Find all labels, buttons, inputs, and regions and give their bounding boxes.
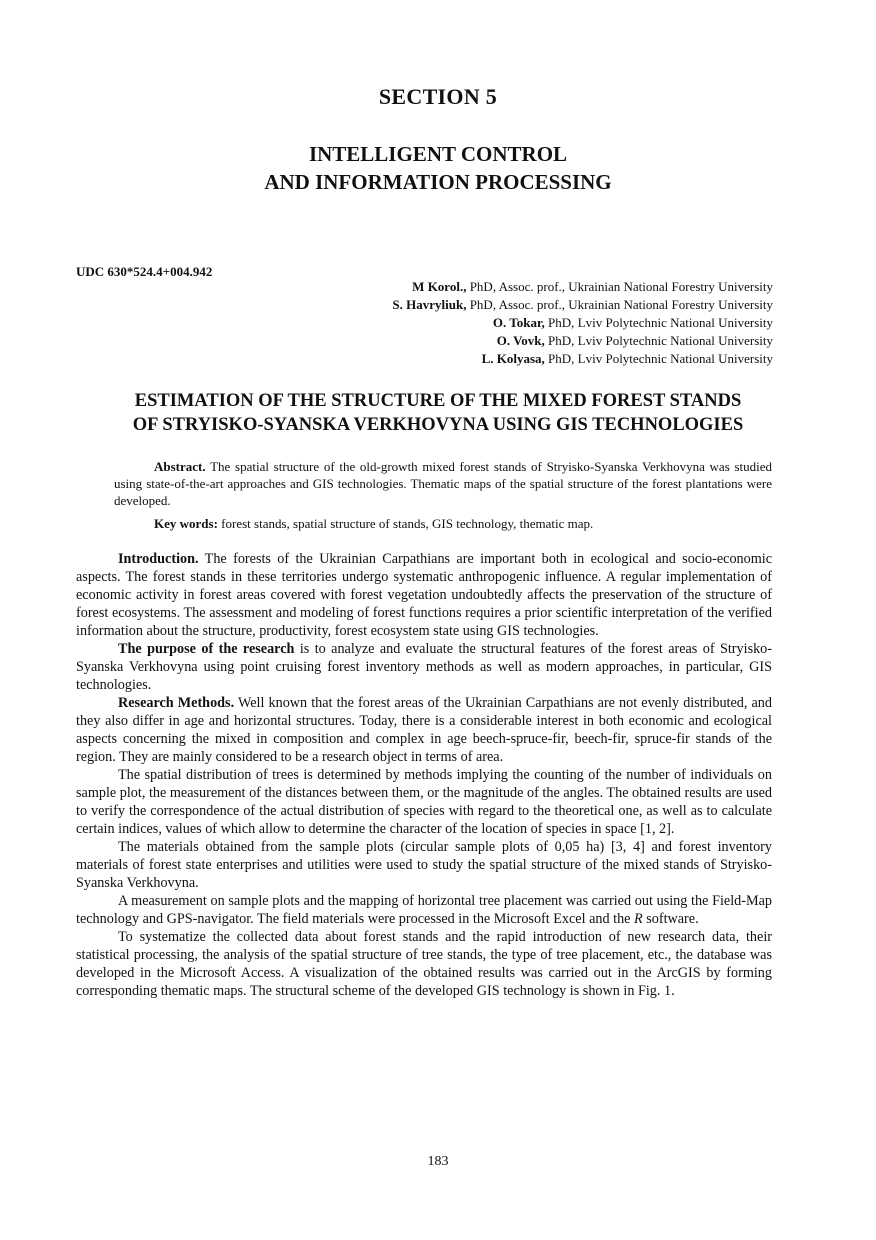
section-heading-line-2: AND INFORMATION PROCESSING (264, 170, 612, 194)
author-name: M Korol., (412, 279, 467, 294)
author-name: L. Kolyasa, (481, 351, 545, 366)
author-name: O. Vovk, (496, 333, 545, 348)
abstract-paragraph (114, 458, 772, 509)
spatial-distribution-paragraph: The spatial distribution of trees is determined by methods implying the counting of the number of individuals on sample plot, the measurement of the distances between them, or the magnitude of the angles. The obtained results are used to verify the correspondence of the actual distribution of species with regard to the theoretical one, as well as to calculate certain indices, values of which allow to determine the character of the location of species in space [1, 2]. (76, 767, 772, 837)
author-affiliation: PhD, Lviv Polytechnic National University (548, 351, 773, 366)
paper-title-line-1: ESTIMATION OF THE STRUCTURE OF THE MIXED FOREST STANDS (134, 391, 742, 411)
section-heading (0, 140, 876, 196)
author-list (392, 278, 773, 368)
systematize-paragraph: To systematize the collected data about forest stands and the rapid introduction of new research data, their statistical processing, the analysis of the spatial structure of tree stands, the type of tree placement, etc., the database was developed in the Microsoft Access. A visualization of the obtained results was carried out in the ArcGIS by forming corresponding thematic maps. The structural scheme of the developed GIS technology is shown in Fig. 1. (76, 929, 772, 999)
methods-text: Well known that the forest areas of the Ukrainian Carpathians are not evenly distributed, and they also differ in age and horizontal structures. Today, there is a considerable interest in both economic and ecological aspects concerning the mixed in composition and complex in age beech-spruce-fir, beech-fir, spruce-fir stands of the region. They are mainly considered to be a research object in terms of area. (76, 695, 772, 765)
author-line (392, 350, 773, 368)
methods-paragraph (76, 694, 772, 766)
paper-title (60, 389, 816, 437)
author-name: S. Havryliuk, (392, 297, 467, 312)
author-affiliation: PhD, Lviv Polytechnic National University (548, 333, 773, 348)
abstract-label: Abstract. (154, 459, 206, 474)
materials-paragraph: The materials obtained from the sample plots (circular sample plots of 0,05 ha) [3, 4] and forest inventory materials of forest state enterprises and utilities were used to study the spatial structure of the mixed stands of Stryisko-Syanska Verkhovyna. (76, 839, 772, 891)
udc-code: UDC 630*524.4+004.942 (76, 264, 213, 279)
keywords-text: forest stands, spatial structure of stands, GIS technology, thematic map. (221, 516, 594, 531)
introduction-paragraph (76, 550, 772, 640)
purpose-paragraph (76, 640, 772, 694)
body-text (76, 550, 772, 1000)
purpose-text: is to analyze and evaluate the structural features of the forest areas of Stryisko-Syanska Verkhovyna using point cruising forest inventory methods as well as modern approaches, in particular, GIS technologies. (76, 641, 773, 693)
section-heading-line-1: INTELLIGENT CONTROL (308, 142, 568, 166)
author-affiliation: PhD, Assoc. prof., Ukrainian National Forestry University (469, 279, 773, 294)
r-software-name: R (634, 911, 643, 927)
introduction-text: The forests of the Ukrainian Carpathians are important both in ecological and socio-economic aspects. The forest stands in these territories undergo systematic anthropogenic influence. A regular implementation of economic activity in forest areas covered with forest vegetation undoubtedly affects the preservation of the structure of forest ecosystems. The assessment and modeling of forest functions requires a prior scientific interpretation of the verified information about the structure, productivity, forest ecosystem state using GIS technologies. (76, 551, 772, 639)
author-line (392, 278, 773, 296)
methods-label: Research Methods. (118, 695, 235, 711)
keywords-label: Key words: (154, 516, 218, 531)
author-line (392, 314, 773, 332)
measurement-text-end: software. (646, 911, 699, 927)
paper-title-line-2: OF STRYISKO-SYANSKA VERKHOVYNA USING GIS TECHNOLOGIES (132, 415, 744, 435)
page-number: 183 (427, 1154, 449, 1169)
author-name: O. Tokar, (492, 315, 545, 330)
author-line (392, 332, 773, 350)
introduction-label: Introduction. (118, 551, 199, 567)
abstract-text: The spatial structure of the old-growth mixed forest stands of Stryisko-Syanska Verkhovyna was studied using state-of-the-art approaches and GIS technologies. Thematic maps of the spatial structure of the forest plantations were developed. (114, 459, 773, 508)
author-affiliation: PhD, Lviv Polytechnic National University (548, 315, 773, 330)
author-line (392, 296, 773, 314)
author-affiliation: PhD, Assoc. prof., Ukrainian National Forestry University (469, 297, 773, 312)
keywords-paragraph (114, 515, 772, 532)
section-title: SECTION 5 (378, 84, 498, 109)
measurement-paragraph (76, 892, 772, 928)
purpose-label: The purpose of the research (118, 641, 295, 657)
abstract-block (114, 458, 772, 532)
measurement-text: A measurement on sample plots and the mapping of horizontal tree placement was carried out using the Field-Map technology and GPS-navigator. The field materials were processed in the Microsoft Excel and the (76, 893, 772, 927)
